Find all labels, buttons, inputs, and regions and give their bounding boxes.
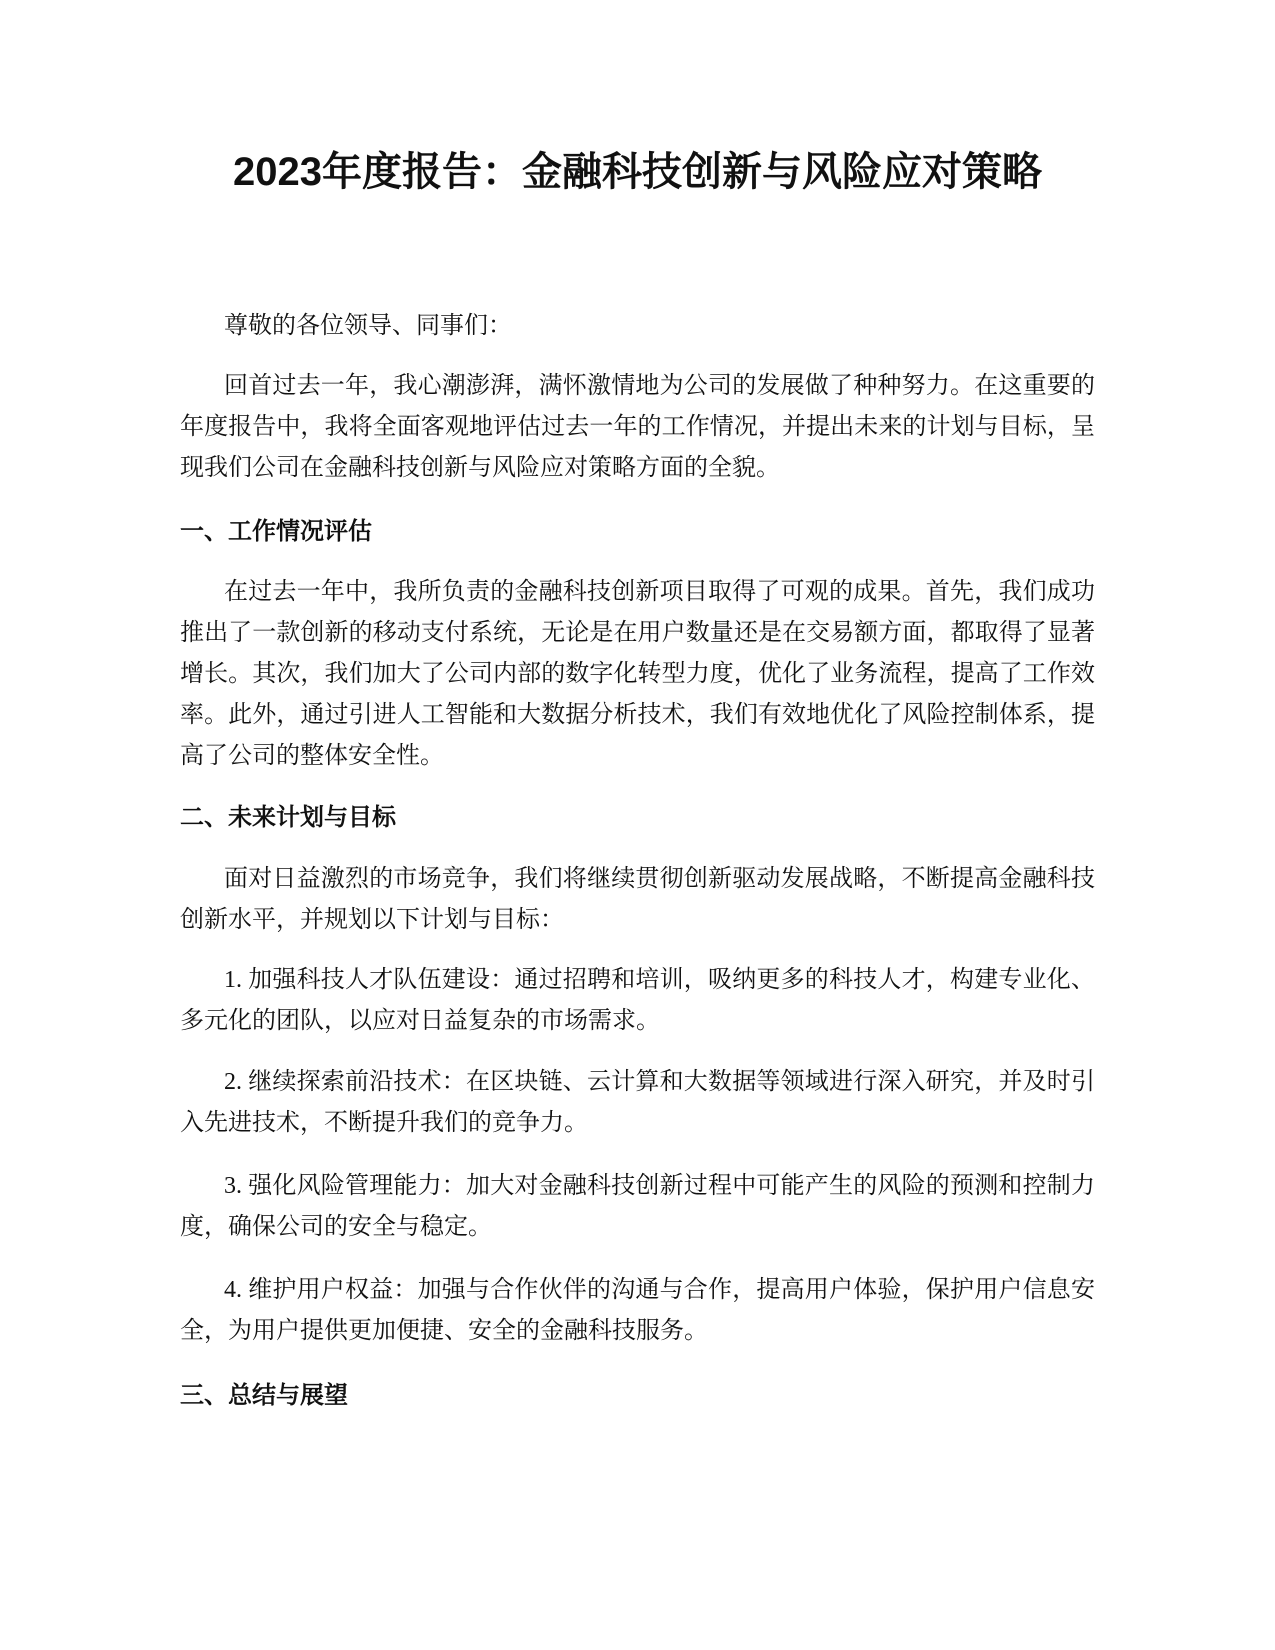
section-heading-future-plans: 二、未来计划与目标 <box>180 804 396 831</box>
plan-item-2: 2. 继续探索前沿技术：在区块链、云计算和大数据等领域进行深入研究，并及时引入先进技术，不断提升我们的竞争力。 <box>180 1069 1095 1136</box>
intro-paragraph: 回首过去一年，我心潮澎湃，满怀激情地为公司的发展做了种种努力。在这重要的年度报告中，我将全面客观地评估过去一年的工作情况，并提出未来的计划与目标，呈现我们公司在金融科技创新与风险应对策略方面的全貌。 <box>180 373 1095 481</box>
document-title: 2023年度报告：金融科技创新与风险应对策略 <box>233 150 1042 194</box>
future-plans-intro: 面对日益激烈的市场竞争，我们将继续贯彻创新驱动发展战略，不断提高金融科技创新水平，并规划以下计划与目标： <box>180 866 1095 933</box>
section-heading-work-evaluation: 一、工作情况评估 <box>180 518 372 545</box>
plan-item-4: 4. 维护用户权益：加强与合作伙伴的沟通与合作，提高用户体验，保护用户信息安全，为用户提供更加便捷、安全的金融科技服务。 <box>180 1277 1095 1344</box>
work-evaluation-paragraph: 在过去一年中，我所负责的金融科技创新项目取得了可观的成果。首先，我们成功推出了一款创新的移动支付系统，无论是在用户数量还是在交易额方面，都取得了显著增长。其次，我们加大了公司内部的数字化转型力度，优化了业务流程，提高了工作效率。此外，通过引进人工智能和大数据分析技术，我们有效地优化了风险控制体系，提高了公司的整体安全性。 <box>180 579 1095 769</box>
plan-item-3: 3. 强化风险管理能力：加大对金融科技创新过程中可能产生的风险的预测和控制力度，确保公司的安全与稳定。 <box>180 1173 1095 1240</box>
plan-item-1: 1. 加强科技人才队伍建设：通过招聘和培训，吸纳更多的科技人才，构建专业化、多元化的团队，以应对日益复杂的市场需求。 <box>180 967 1095 1034</box>
section-heading-summary: 三、总结与展望 <box>180 1382 348 1409</box>
greeting: 尊敬的各位领导、同事们： <box>224 313 512 339</box>
